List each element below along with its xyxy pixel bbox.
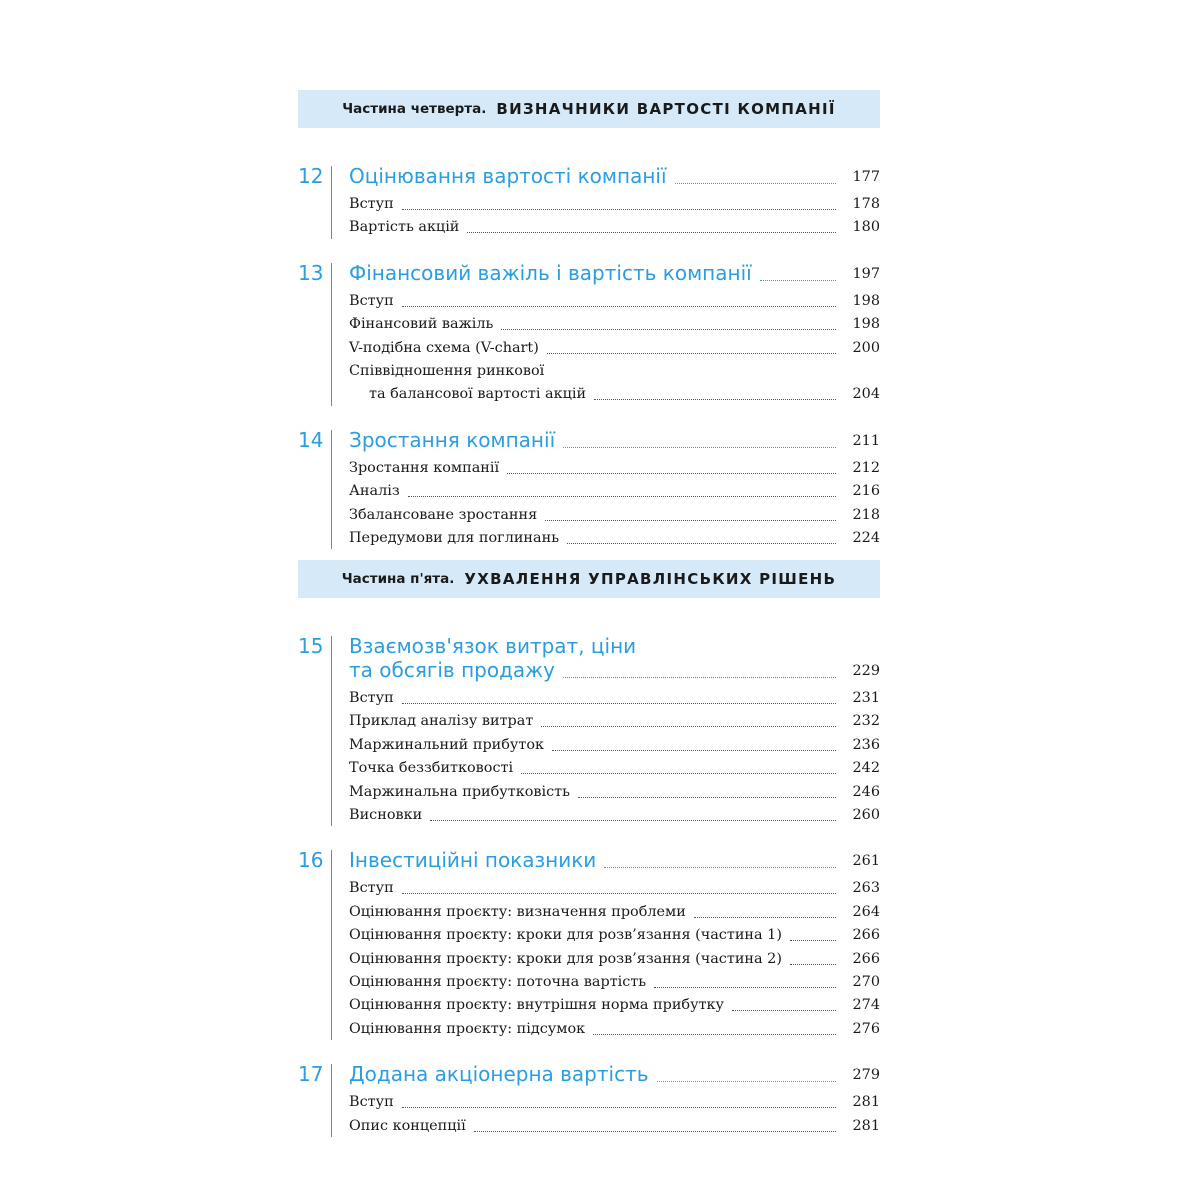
chapter-title[interactable]: [349, 428, 880, 452]
dot-leader: [578, 797, 836, 798]
toc-entry[interactable]: [349, 949, 880, 969]
toc-entry[interactable]: [349, 528, 880, 548]
toc-entry-text: Точка беззбитковості: [349, 760, 514, 777]
page-number: 198: [852, 316, 880, 333]
dot-leader: [563, 677, 836, 678]
toc-entry-text: V-подібна схема (V-chart): [349, 339, 539, 356]
page-number: 180: [852, 219, 880, 236]
chapter-number: 13: [298, 260, 324, 285]
chapter-title-text: та обсягів продажу: [349, 658, 556, 682]
chapter-title-text: Інвестиційні показники: [349, 848, 597, 873]
chapter-title[interactable]: [349, 848, 880, 872]
dot-leader: [657, 1081, 836, 1082]
chapter-title-text: Фінансовий важіль і вартість компанії: [349, 260, 752, 285]
page-number: 270: [852, 973, 880, 990]
page-number: 264: [852, 903, 880, 920]
toc-entry[interactable]: [349, 902, 880, 922]
toc-entry[interactable]: [349, 972, 880, 992]
page-number: 266: [852, 927, 880, 944]
dot-leader: [402, 209, 836, 210]
toc-entry[interactable]: [349, 711, 880, 731]
chapter-rule: [331, 1064, 332, 1137]
toc-entry[interactable]: [349, 194, 880, 214]
part-label: Частина п'ята.: [341, 571, 455, 587]
toc-entry-text: Аналіз: [349, 483, 400, 500]
page-number: 232: [852, 713, 880, 730]
toc-entry[interactable]: [349, 291, 880, 311]
toc-entry-text: Висновки: [349, 807, 423, 823]
page-number: 281: [852, 1117, 880, 1134]
dot-leader: [402, 893, 836, 894]
toc-entry-text: Збалансоване зростання: [349, 506, 538, 523]
dot-leader: [567, 543, 836, 544]
part-title: ВИЗНАЧНИКИ ВАРТОСТІ КОМПАНІЇ: [496, 100, 836, 118]
page-number: 279: [852, 1067, 880, 1084]
dot-leader: [430, 820, 836, 821]
toc-entry[interactable]: [349, 1092, 880, 1112]
toc-entry[interactable]: [349, 505, 880, 525]
toc-entry-text: Вартість акцій: [349, 219, 460, 236]
toc-entry[interactable]: [349, 735, 880, 755]
dot-leader: [552, 750, 836, 751]
toc-entry-text: Передумови для поглинань: [349, 529, 560, 546]
toc-entry-text: Маржинальний прибуток: [349, 736, 544, 753]
toc-entry[interactable]: [349, 995, 880, 1015]
page-number: 218: [852, 506, 880, 523]
chapter-rule: [331, 430, 332, 550]
dot-leader: [501, 329, 836, 330]
chapter-number: 12: [298, 164, 324, 188]
dot-leader: [402, 703, 836, 704]
chapter-number: 16: [298, 848, 324, 873]
dot-leader: [760, 280, 836, 281]
dot-leader: [604, 867, 836, 868]
dot-leader: [467, 232, 836, 233]
page-number: 198: [852, 292, 880, 309]
dot-leader: [790, 940, 836, 941]
page-number: 224: [852, 529, 880, 546]
toc-entry-text: та балансової вартості акцій: [369, 386, 587, 403]
page-number: 236: [852, 736, 880, 753]
toc-entry-text: Вступ: [349, 196, 394, 212]
dot-leader: [675, 183, 836, 184]
page-number: 276: [852, 1020, 880, 1037]
toc-entry[interactable]: [349, 1116, 880, 1136]
toc-entry-text: Вступ: [349, 880, 394, 897]
page-number: 211: [852, 432, 880, 449]
chapter-title[interactable]: [349, 634, 880, 658]
chapter-number: 14: [298, 427, 324, 452]
chapter-rule: [331, 636, 332, 826]
toc-entry-text: Оцінювання проєкту: кроки для розв’язання (частина 1): [349, 927, 782, 944]
toc-entry-text: Оцінювання проєкту: кроки для розв’язання (частина 2): [349, 950, 782, 967]
dot-leader: [547, 353, 836, 354]
dot-leader: [694, 917, 836, 918]
page-number: 246: [852, 783, 880, 800]
chapter-title-text: Взаємозв'язок витрат, ціни: [349, 634, 637, 658]
page-number: 177: [852, 169, 880, 185]
dot-leader: [732, 1010, 836, 1011]
toc-entry-text: Фінансовий важіль: [349, 316, 494, 333]
page-number: 216: [852, 483, 880, 500]
toc-entry[interactable]: [349, 878, 880, 898]
page-number: 212: [852, 459, 880, 476]
toc-entry[interactable]: [349, 1019, 880, 1039]
chapter-title-text: Зростання компанії: [349, 427, 556, 452]
page-number: 242: [852, 760, 880, 777]
dot-leader: [474, 1131, 836, 1132]
chapter-title[interactable]: [349, 1062, 880, 1086]
page-number: 261: [852, 853, 880, 870]
toc-entry[interactable]: [349, 805, 880, 825]
dot-leader: [593, 1034, 836, 1035]
dot-leader: [594, 399, 836, 400]
dot-leader: [402, 306, 836, 307]
toc-entry[interactable]: [349, 688, 880, 708]
part-heading: [298, 90, 880, 128]
dot-leader: [545, 520, 836, 521]
toc-entry[interactable]: [349, 314, 880, 334]
page-number: 204: [852, 386, 880, 403]
page-number: 231: [852, 690, 880, 706]
toc-entry[interactable]: [349, 782, 880, 802]
dot-leader: [507, 473, 836, 474]
page-number: 281: [852, 1094, 880, 1111]
dot-leader: [521, 773, 836, 774]
toc-entry-text: Зростання компанії: [349, 459, 500, 476]
part-label: Частина четверта.: [342, 101, 487, 117]
chapter-title[interactable]: [349, 261, 880, 285]
dot-leader: [654, 987, 836, 988]
dot-leader: [563, 447, 836, 448]
toc-entry-text: Маржинальна прибутковість: [349, 783, 570, 800]
chapter-title-text: Оцінювання вартості компанії: [349, 164, 667, 188]
toc-entry[interactable]: [349, 925, 880, 945]
toc-entry-text: Оцінювання проєкту: внутрішня норма прибутку: [349, 997, 724, 1014]
toc-entry-text: Оцінювання проєкту: підсумок: [349, 1020, 586, 1037]
chapter-rule: [331, 263, 332, 406]
toc-entry-text: Вступ: [349, 292, 394, 309]
toc-entry[interactable]: [349, 458, 880, 478]
page-number: 274: [852, 997, 880, 1014]
toc-entry-text: Вступ: [349, 1094, 394, 1111]
toc-entry-text: Приклад аналізу витрат: [349, 713, 534, 730]
dot-leader: [408, 496, 836, 497]
page-number: 197: [852, 265, 880, 282]
dot-leader: [790, 964, 836, 965]
page-number: 229: [852, 663, 880, 679]
part-heading: [298, 560, 880, 598]
toc-entry-text: Оцінювання проєкту: визначення проблеми: [349, 903, 686, 920]
toc-entry[interactable]: [349, 758, 880, 778]
chapter-rule: [331, 166, 332, 239]
page-number: 178: [852, 196, 880, 212]
page-number: 266: [852, 950, 880, 967]
dot-leader: [402, 1107, 836, 1108]
chapter-title[interactable]: [349, 164, 880, 188]
toc-entry-text: Вступ: [349, 690, 394, 706]
chapter-number: 17: [298, 1062, 324, 1087]
toc-entry-text: Співвідношення ринкової: [349, 362, 545, 379]
toc-entry-text: Опис концепції: [349, 1117, 466, 1134]
chapter-title-text: Додана акціонерна вартість: [349, 1062, 649, 1087]
toc-entry[interactable]: [349, 217, 880, 237]
page-number: 260: [852, 807, 880, 823]
part-title: УХВАЛЕННЯ УПРАВЛІНСЬКИХ РІШЕНЬ: [464, 570, 837, 588]
toc-entry-text: Оцінювання проєкту: поточна вартість: [349, 973, 647, 990]
page-number: 263: [852, 880, 880, 897]
chapter-rule: [331, 850, 332, 1040]
toc-entry[interactable]: [349, 338, 880, 358]
dot-leader: [541, 726, 836, 727]
chapter-number: 15: [298, 634, 324, 658]
toc-entry[interactable]: [349, 384, 880, 404]
page-number: 200: [852, 339, 880, 356]
toc-entry[interactable]: [349, 481, 880, 501]
chapter-title[interactable]: [349, 658, 880, 682]
